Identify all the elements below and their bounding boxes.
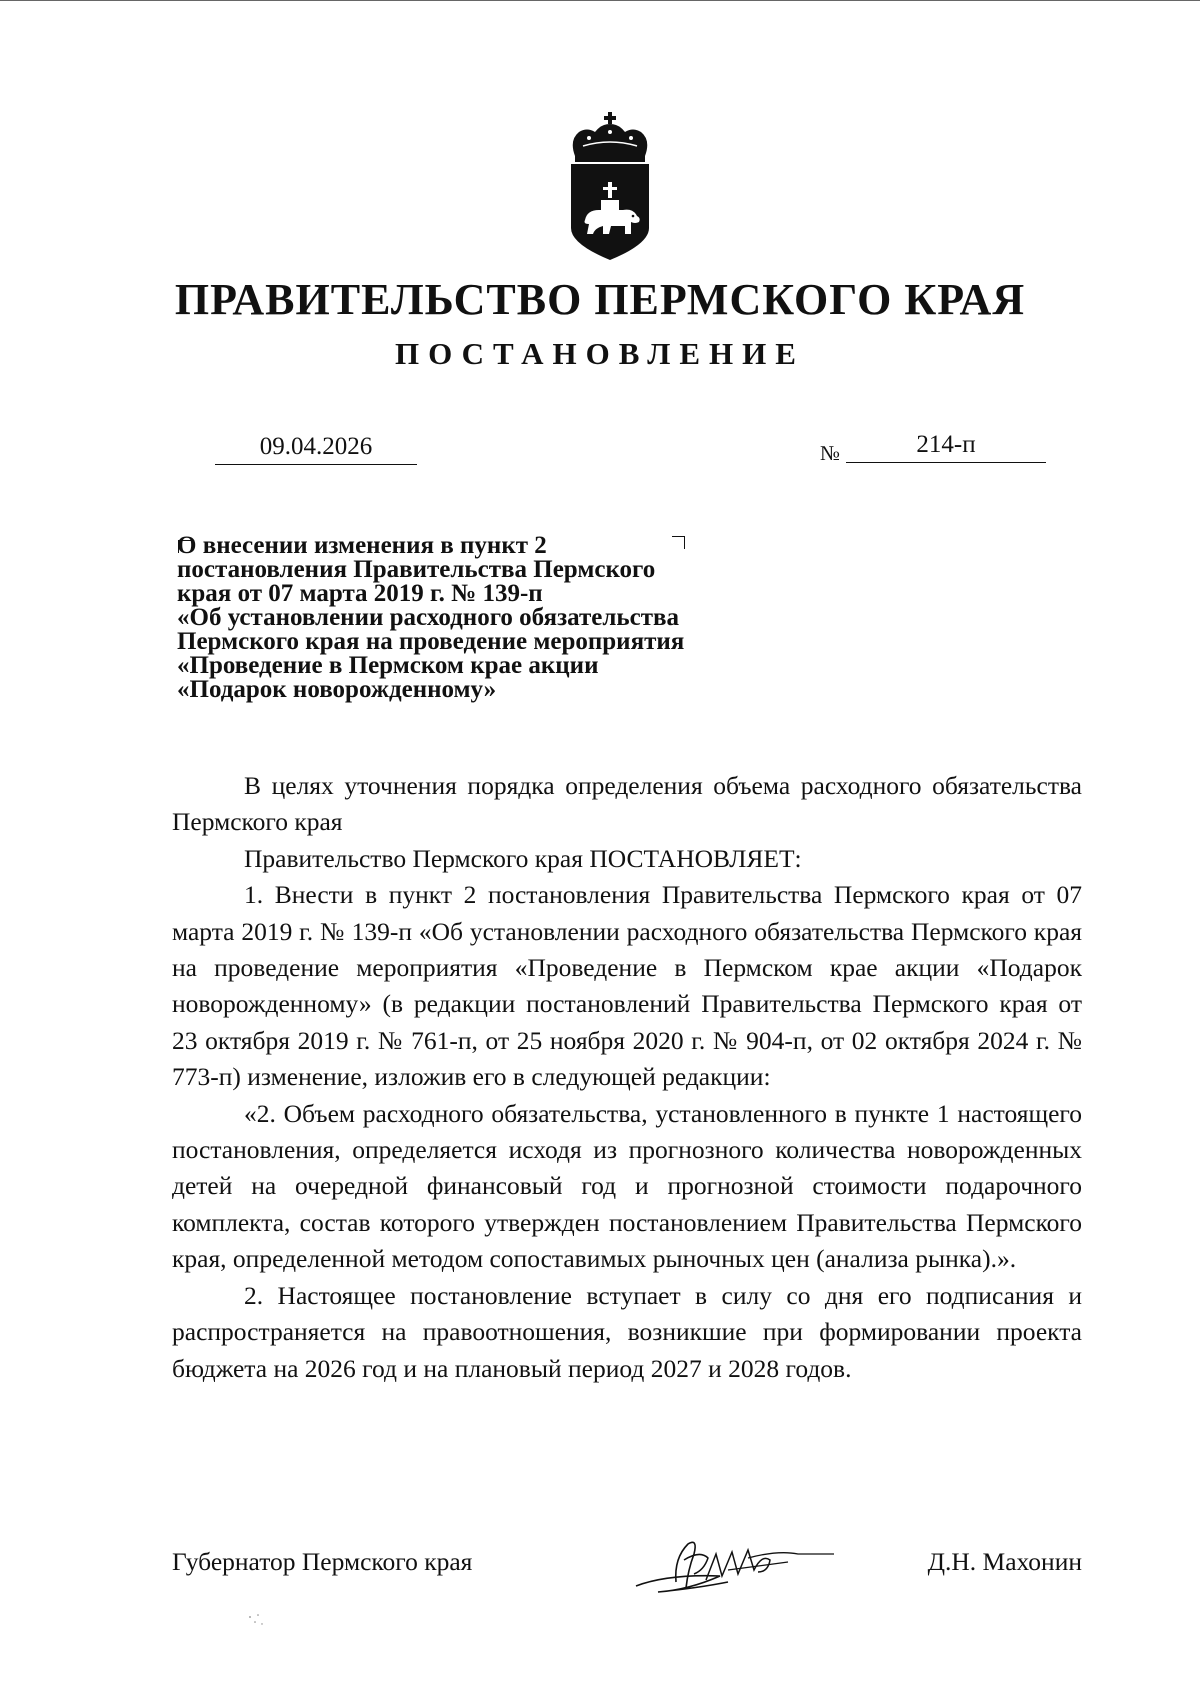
signatory-position: Губернатор Пермского края [172,1547,473,1576]
document-date: 09.04.2026 [215,430,417,465]
document-subject [177,534,777,702]
body-paragraph: Правительство Пермского края ПОСТАНОВЛЯЕТ: [244,843,802,873]
organization-title: ПРАВИТЕЛЬСТВО ПЕРМСКОГО КРАЯ [174,275,1026,324]
subject-line: «Подарок новорожденному» [177,676,497,703]
page-top-edge [0,0,1200,1]
body-paragraph: 2. Настоящее постановление вступает в силу со дня его подписания и распространяется на правоотношения, возникшие при формировании проекта бюджета на 2026 год и на плановый период 2027 и 2028 годов. [172,1280,1082,1383]
number-sign: № [820,441,841,465]
signatory-name: Д.Н. Махонин [927,1547,1082,1576]
body-paragraph: 1. Внести в пункт 2 постановления Правительства Пермского края от 07 марта 2019 г. № 139-п «Об установлении расходного обязательства Пермского края на проведение мероприятия «Проведение в Пермском крае акции «Подарок новорожденному» (в редакции постановлений Правительства Пермского края от 23 октября 2019 г. № 761-п, от 25 ноября 2020 г. № 904-п, от 02 октября 2024 г. № 773-п) изменение, изложив его в следующей редакции: [172,880,1082,1092]
document-type: ПОСТАНОВЛЕНИЕ [395,336,805,371]
subject-line: «Проведение в Пермском крае акции [177,652,599,679]
perm-krai-coat-of-arms-icon [565,110,655,262]
document-body [172,768,1082,1387]
handwritten-signature-icon [628,1530,838,1600]
scan-artifact [246,1613,266,1627]
subject-line: Пермского края на проведение мероприятия [177,628,685,655]
subject-line: края от 07 марта 2019 г. № 139-п [177,580,543,607]
body-paragraph: «2. Объем расходного обязательства, установленного в пункте 1 настоящего постановления, определяется исходя из прогнозного количества новорожденных детей на очередной финансовый год и прогнозной стоимости подарочного комплекта, состав которого утвержден постановлением Правительства Пермского края, определенной методом сопоставимых рыночных цен (анализа рынка).». [172,1098,1082,1274]
body-paragraph: В целях уточнения порядка определения объема расходного обязательства Пермского края [172,771,1082,837]
subject-line: О внесении изменения в пункт 2 [177,532,547,559]
subject-line: «Об установлении расходного обязательства [177,604,679,631]
document-number: 214-п [846,428,1046,463]
subject-line: постановления Правительства Пермского [177,556,656,583]
